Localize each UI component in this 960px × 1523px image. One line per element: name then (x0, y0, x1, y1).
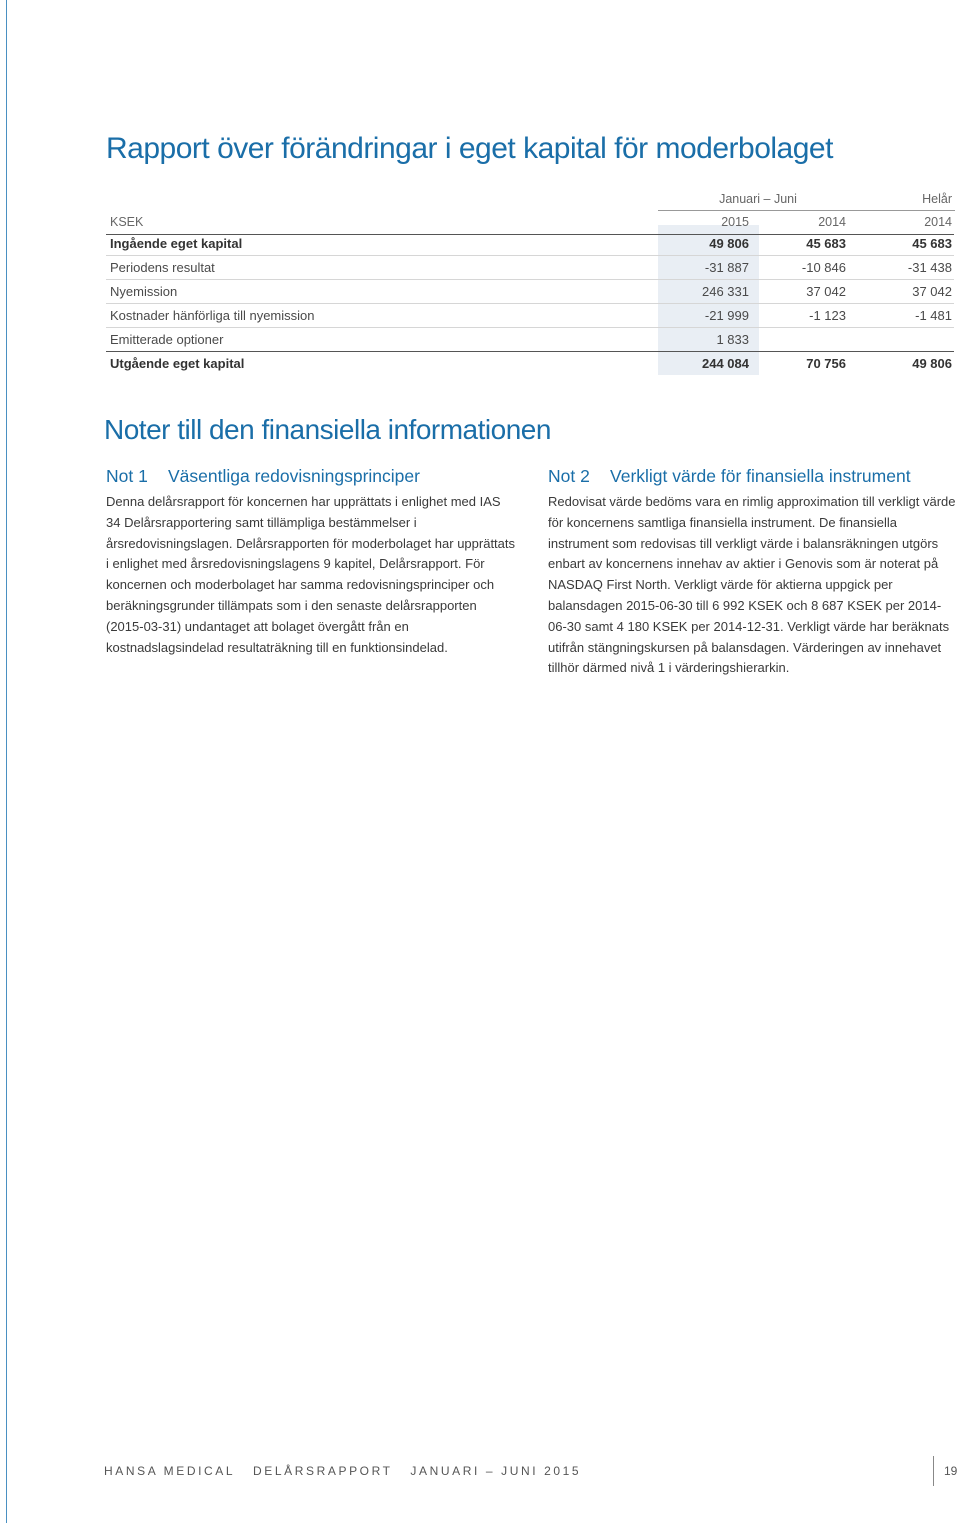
group-header-full-year: Helår (922, 192, 952, 206)
cell-value: -31 887 (704, 260, 749, 275)
cell-value: -10 846 (801, 260, 846, 275)
table-row (106, 303, 954, 328)
table-row (106, 231, 954, 256)
note-2 (548, 466, 958, 679)
footer-divider (933, 1456, 934, 1486)
cell-value: 1 833 (716, 332, 749, 347)
row-label: Utgående eget kapital (110, 356, 245, 371)
note-2-number: Not 2 (548, 466, 590, 486)
report-title: Rapport över förändringar i eget kapital för moderbolaget (106, 132, 833, 165)
note-1-number: Not 1 (106, 466, 148, 486)
column-header-2014-full-year: 2014 (924, 215, 952, 229)
table-row (106, 327, 954, 352)
note-1 (106, 466, 516, 658)
table-row (106, 255, 954, 280)
footer (104, 1464, 581, 1478)
cell-value: 45 683 (806, 236, 846, 251)
row-label: Kostnader hänförliga till nyemission (110, 308, 315, 323)
footer-report-name: DELÅRSRAPPORT (252, 1464, 393, 1478)
left-margin-rule (6, 0, 7, 1523)
footer-period: JANUARI – JUNI 2015 (410, 1464, 582, 1478)
column-header-2014-interim: 2014 (818, 215, 846, 229)
cell-value: -1 123 (809, 308, 846, 323)
note-2-title: Verkligt värde för finansiella instrument (610, 466, 911, 486)
note-2-heading (548, 466, 958, 487)
row-label: Nyemission (110, 284, 178, 299)
note-2-body: Redovisat värde bedöms vara en rimlig approximation till verkligt värde för koncernens samtliga finansiella instrument. De finansiella instrument som redovisas till verkligt värde i balansräkningen utgörs enbart av koncernens innehav av aktier i Genovis som är noterat på NASDAQ First North. Verkligt värde för aktierna uppgick per balansdagen 2015-06-30 till 6 992 KSEK och 8 687 KSEK per 2014-06-30 samt 4 180 KSEK per 2014-12-31. Verkligt värde har beräknats utifrån stängningskursen på balansdagen. Värderingen av innehavet tillhör därmed nivå 1 i värderingshierarkin. (548, 494, 956, 676)
table-row-total (106, 351, 954, 375)
cell-value: 49 806 (912, 356, 952, 371)
footer-company: HANSA MEDICAL (104, 1464, 236, 1478)
cell-value: 37 042 (912, 284, 952, 299)
column-header-2015: 2015 (721, 215, 749, 229)
cell-value: -21 999 (704, 308, 749, 323)
cell-value: 70 756 (806, 356, 846, 371)
cell-value: 244 084 (702, 356, 749, 371)
table-row (106, 279, 954, 304)
row-label: Emitterade optioner (110, 332, 224, 347)
cell-value: -31 438 (907, 260, 952, 275)
note-1-title: Väsentliga redovisningsprinciper (168, 466, 420, 486)
cell-value: -1 481 (915, 308, 952, 323)
group-header-interim: Januari – Juni (719, 192, 797, 206)
note-1-body: Denna delårsrapport för koncernen har upprättats i enlighet med IAS 34 Delårsrapportering samt tillämpliga bestämmelser i årsredovisningslagen. Delårsrapporten för moderbolaget har upprättats i enlighet med årsredovisningslagens 9 kapitel, Delårsrapport. För koncernen och moderbolaget har samma redovisningsprinciper och beräkningsgrunder tillämpats som i den senaste delårsrapporten (2015-03-31) undantaget att bolaget övergått från en kostnadslagsindelad resultaträkning till en funktionsindelad. (106, 494, 516, 655)
page-number: 19 (944, 1464, 958, 1478)
cell-value: 37 042 (806, 284, 846, 299)
notes-title: Noter till den finansiella informationen (104, 414, 551, 445)
unit-label: KSEK (110, 215, 144, 229)
note-1-heading (106, 466, 516, 487)
row-label: Periodens resultat (110, 260, 215, 275)
cell-value: 49 806 (709, 236, 749, 251)
cell-value: 45 683 (912, 236, 952, 251)
cell-value: 246 331 (702, 284, 749, 299)
row-label: Ingående eget kapital (110, 236, 243, 251)
